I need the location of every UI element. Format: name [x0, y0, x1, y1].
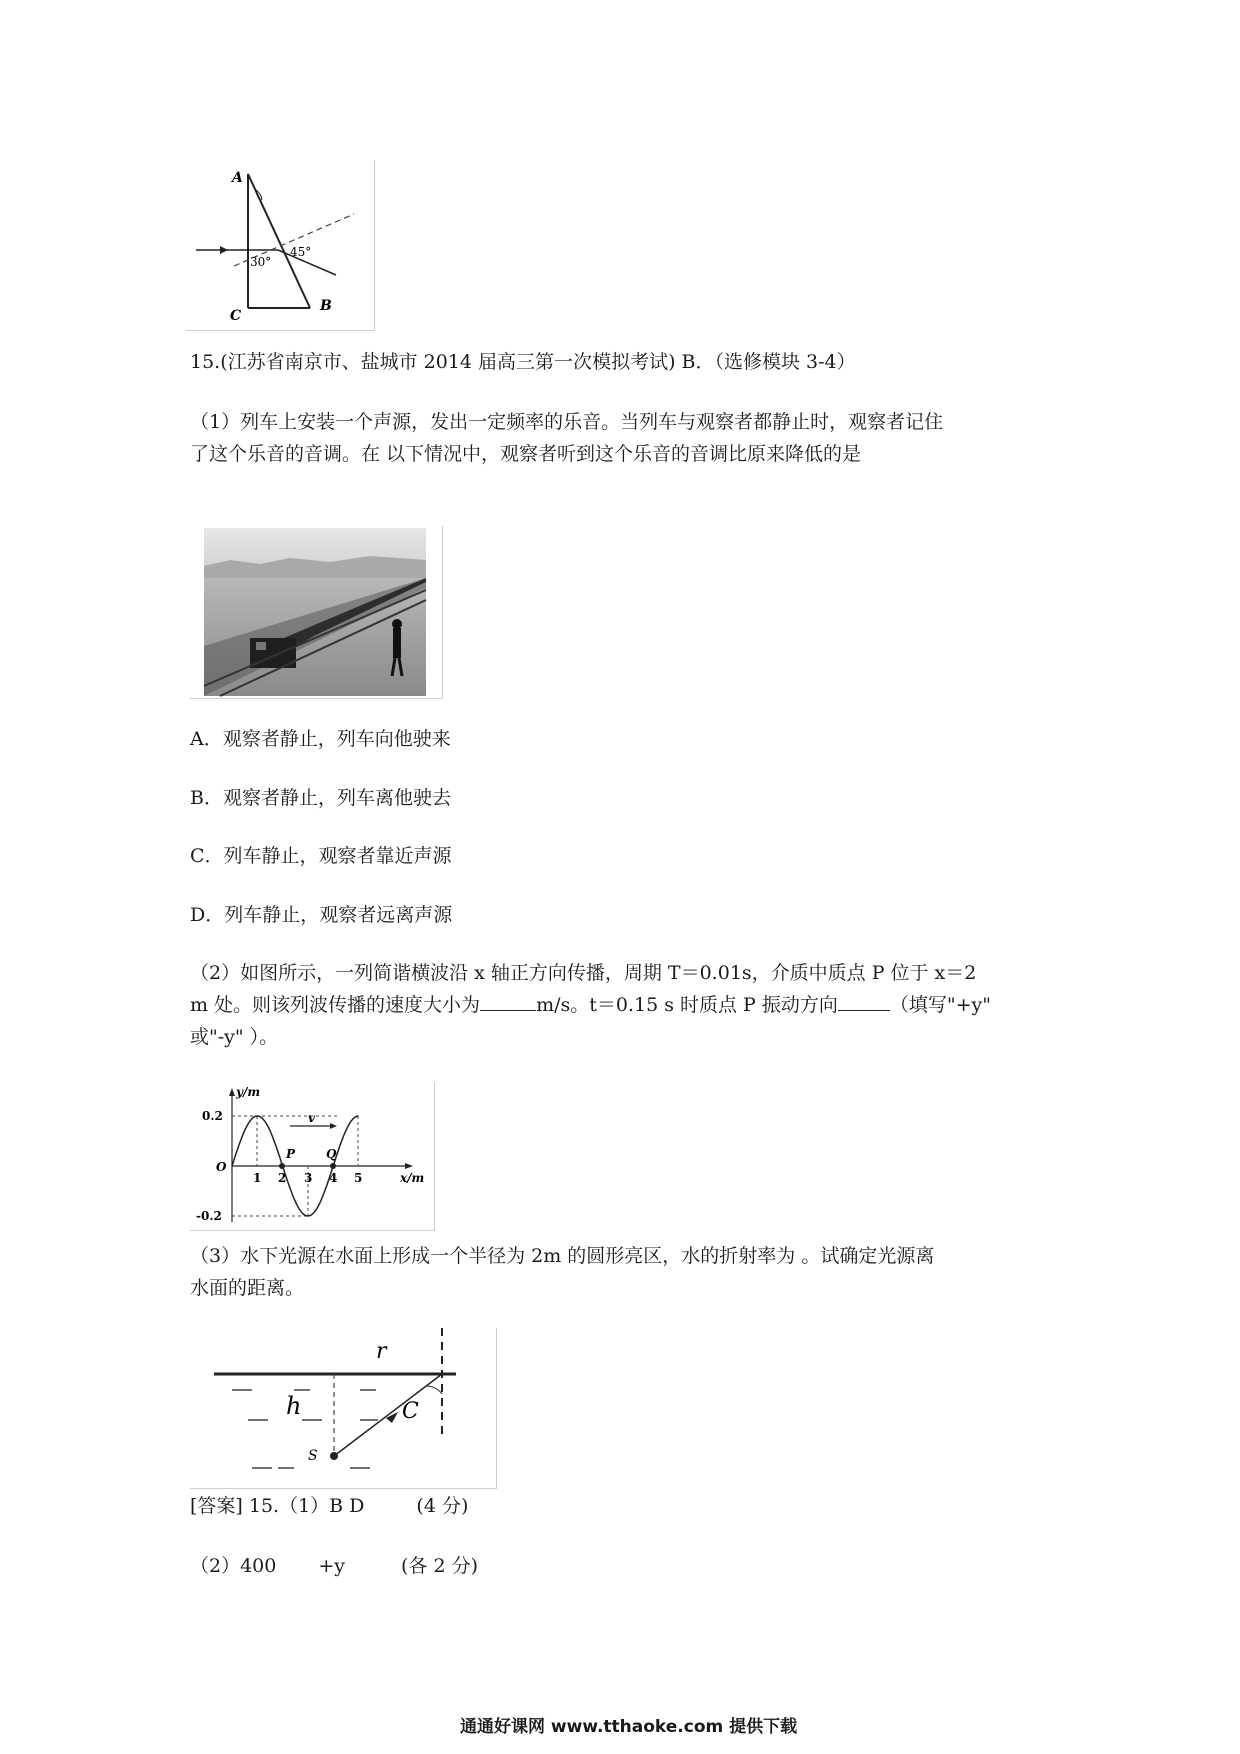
wave-ylabel: y/m	[236, 1085, 261, 1099]
prism-label-c: C	[230, 308, 242, 324]
part1-line2: 了这个乐音的音调。在 以下情况中，观察者听到这个乐音的音调比原来降低的是	[190, 443, 862, 465]
answer-line2-a: （2）400	[190, 1555, 277, 1577]
prism-label-b: B	[320, 298, 332, 314]
wave-y-neg: -0.2	[196, 1209, 222, 1223]
wave-graph	[190, 1082, 434, 1230]
answer-line2-b: +y	[318, 1555, 346, 1577]
train-photo	[190, 526, 443, 699]
answer-blank-direction[interactable]	[838, 992, 890, 1011]
part2-line2	[190, 989, 991, 1022]
answer-line1	[190, 1490, 468, 1523]
wave-tick: 2	[278, 1171, 287, 1185]
water-h-label: h	[286, 1392, 302, 1420]
question-header: 15.(江苏省南京市、盐城市 2014 届高三第一次模拟考试) B．（选修模块 3-4）	[190, 351, 856, 373]
prism-angle-45: 45°	[290, 245, 312, 259]
part2-line2-a: m 处。则该列波传播的速度大小为	[190, 994, 481, 1016]
prism-figure	[186, 160, 375, 331]
option-c: C．列车静止，观察者靠近声源	[190, 845, 452, 867]
option-a: A．观察者静止，列车向他驶来	[190, 728, 451, 750]
part2-line2-b: m/s。t＝0.15 s 时质点 P 振动方向	[536, 994, 838, 1016]
option-d: D．列车静止，观察者远离声源	[190, 904, 453, 926]
part2-line1: （2）如图所示，一列简谐横波沿 x 轴正方向传播，周期 T＝0.01s，介质中质点 P 位于 x＝2	[190, 962, 977, 984]
part2-line2-c: （填写"+y"	[889, 994, 992, 1016]
option-b: B．观察者静止，列车离他驶去	[190, 787, 451, 809]
part3-line2: 水面的距离。	[190, 1277, 305, 1299]
page-footer: 通通好课网 www.tthaoke.com 提供下载	[460, 1717, 798, 1737]
answer-line1-a: [答案] 15.（1）B D	[190, 1495, 365, 1517]
water-c-label: C	[402, 1399, 419, 1424]
answer-line2-c: (各 2 分)	[401, 1555, 479, 1577]
part1-line1: （1）列车上安装一个声源，发出一定频率的乐音。当列车与观察者都静止时，观察者记住	[190, 411, 944, 433]
wave-point-q	[330, 1163, 336, 1169]
answer-line1-b: (4 分)	[416, 1495, 469, 1517]
water-r-label: r	[376, 1339, 387, 1364]
wave-figure	[190, 1082, 435, 1231]
answer-line2	[190, 1550, 478, 1583]
part2-line3: 或"-y" ）。	[190, 1026, 279, 1048]
wave-q-label: Q	[326, 1147, 337, 1161]
light-source-dot	[330, 1452, 338, 1460]
wave-origin: O	[216, 1160, 227, 1174]
water-figure	[190, 1328, 497, 1489]
wave-point-p	[279, 1163, 285, 1169]
wave-v-label: v	[308, 1111, 315, 1125]
prism-diagram	[186, 160, 374, 330]
part3-line1: （3）水下光源在水面上形成一个半径为 2m 的圆形亮区，水的折射率为 。试确定光源离	[190, 1245, 935, 1267]
wave-xlabel: x/m	[400, 1171, 425, 1185]
wave-tick: 5	[354, 1171, 363, 1185]
water-diagram	[190, 1328, 496, 1488]
train-image	[190, 526, 442, 698]
water-s-label: S	[308, 1448, 318, 1464]
prism-label-a: A	[232, 170, 243, 186]
wave-tick: 4	[329, 1171, 338, 1185]
wave-y-pos: 0.2	[202, 1109, 223, 1123]
wave-tick: 1	[253, 1171, 262, 1185]
answer-blank-speed[interactable]	[480, 992, 536, 1011]
wave-tick: 3	[304, 1171, 313, 1185]
wave-p-label: P	[286, 1147, 296, 1161]
prism-angle-30: 30°	[250, 255, 272, 269]
